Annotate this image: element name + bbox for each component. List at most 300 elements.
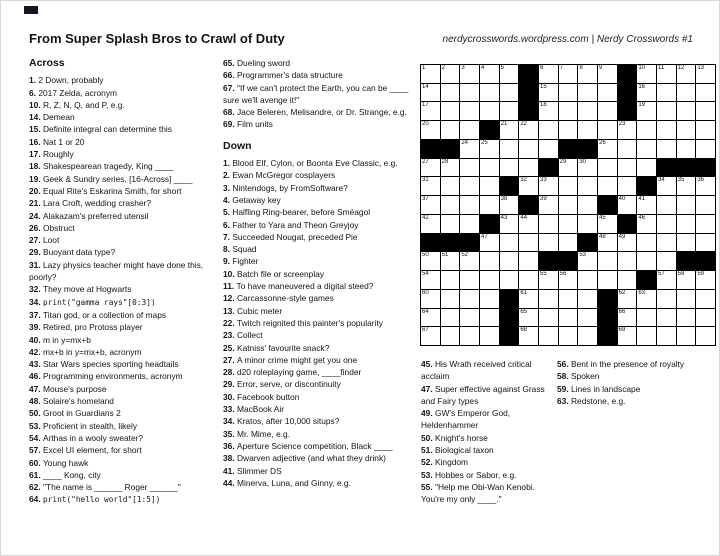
grid-cell[interactable] — [637, 196, 656, 214]
grid-cell[interactable] — [441, 65, 460, 83]
grid-cell[interactable] — [421, 290, 440, 308]
grid-cell[interactable] — [677, 271, 696, 289]
grid-cell-black — [500, 177, 519, 195]
clue: 36. Aperture Science competition, Black ____ — [223, 440, 393, 451]
grid-cell-black — [460, 234, 479, 252]
down-clue-column-3 — [557, 358, 717, 407]
grid-cell[interactable] — [696, 271, 715, 289]
grid-cell[interactable] — [460, 102, 479, 120]
grid-cell-number: 28 — [441, 158, 449, 165]
grid-cell[interactable] — [578, 215, 597, 233]
grid-cell[interactable] — [618, 177, 637, 195]
grid-cell[interactable] — [598, 159, 617, 177]
across-heading: Across — [29, 57, 65, 69]
grid-cell[interactable] — [500, 121, 519, 139]
grid-cell[interactable] — [696, 196, 715, 214]
grid-cell-number: 14 — [422, 83, 429, 90]
grid-cell-black — [480, 215, 499, 233]
grid-cell[interactable] — [598, 65, 617, 83]
grid-cell[interactable] — [598, 271, 617, 289]
grid-cell[interactable] — [480, 234, 499, 252]
grid-cell[interactable] — [578, 290, 597, 308]
clue: 34. print("gamma rays"[0:3]) — [29, 296, 156, 307]
grid-cell-number: 35 — [677, 177, 685, 184]
grid-cell[interactable] — [559, 159, 578, 177]
grid-cell[interactable] — [421, 65, 440, 83]
grid-cell[interactable] — [460, 309, 479, 327]
grid-cell-number: 7 — [559, 65, 563, 71]
clue: 69. Film units — [223, 119, 273, 130]
grid-cell-black — [441, 234, 460, 252]
grid-cell-black — [519, 65, 538, 83]
grid-cell[interactable] — [460, 215, 479, 233]
grid-cell[interactable] — [480, 177, 499, 195]
clue: 35. Mr. Mime, e.g. — [223, 428, 291, 439]
grid-cell[interactable] — [441, 177, 460, 195]
grid-cell[interactable] — [637, 234, 656, 252]
grid-cell[interactable] — [657, 140, 676, 158]
clue: 15. Definite integral can determine this — [29, 124, 172, 135]
grid-cell[interactable] — [519, 215, 538, 233]
clue: 59. Lines in landscape — [557, 383, 641, 394]
grid-cell-number: 57 — [657, 271, 665, 278]
grid-cell[interactable] — [480, 327, 499, 345]
grid-cell[interactable] — [460, 177, 479, 195]
grid-cell-black — [539, 159, 558, 177]
clue: 19. Geek & Sundry series, [16-Across] ____ — [29, 173, 193, 184]
clue: 52. Kingdom — [421, 457, 469, 468]
grid-cell[interactable] — [618, 196, 637, 214]
grid-cell[interactable] — [677, 65, 696, 83]
grid-cell[interactable] — [657, 271, 676, 289]
grid-cell[interactable] — [559, 309, 578, 327]
grid-cell[interactable] — [618, 309, 637, 327]
grid-cell[interactable] — [696, 140, 715, 158]
grid-cell[interactable] — [677, 177, 696, 195]
grid-cell[interactable] — [519, 252, 538, 270]
grid-cell[interactable] — [637, 215, 656, 233]
grid-cell[interactable] — [559, 327, 578, 345]
clue: 6. Father to Yara and Theon Greyjoy — [223, 219, 359, 230]
grid-cell-number: 50 — [422, 252, 429, 259]
grid-cell[interactable] — [460, 65, 479, 83]
clue: 23. Collect — [223, 330, 263, 341]
grid-cell[interactable] — [539, 177, 558, 195]
grid-cell[interactable] — [598, 215, 617, 233]
clue: 22. Twitch reignited this painter's popularity — [223, 317, 383, 328]
grid-cell-black — [618, 102, 637, 120]
grid-cell[interactable] — [637, 102, 656, 120]
clue: 63. Redstone, e.g. — [557, 395, 626, 406]
grid-cell[interactable] — [677, 309, 696, 327]
grid-cell[interactable] — [696, 65, 715, 83]
grid-cell-black — [696, 252, 715, 270]
grid-cell[interactable] — [677, 84, 696, 102]
clue: 47. Mouse's purpose — [29, 383, 107, 394]
clue: 33. MacBook Air — [223, 404, 284, 415]
grid-cell[interactable] — [421, 252, 440, 270]
grid-cell-number: 46 — [638, 214, 646, 221]
grid-cell[interactable] — [696, 327, 715, 345]
grid-cell[interactable] — [480, 309, 499, 327]
grid-cell[interactable] — [696, 290, 715, 308]
grid-cell[interactable] — [657, 309, 676, 327]
clue: 51. Biological taxon — [421, 445, 494, 456]
grid-cell[interactable] — [539, 121, 558, 139]
clue: 58. Spoken — [557, 371, 600, 382]
grid-cell[interactable] — [578, 102, 597, 120]
grid-cell[interactable] — [657, 234, 676, 252]
grid-cell[interactable] — [559, 271, 578, 289]
grid-cell[interactable] — [696, 121, 715, 139]
grid-cell[interactable] — [460, 327, 479, 345]
grid-cell[interactable] — [696, 102, 715, 120]
grid-cell-number: 24 — [461, 139, 469, 146]
grid-cell[interactable] — [539, 102, 558, 120]
grid-cell[interactable] — [657, 84, 676, 102]
grid-cell[interactable] — [578, 196, 597, 214]
scan-corner-mark — [24, 6, 38, 14]
clue: 2. Ewan McGregor cosplayers — [223, 170, 336, 181]
clue: 49. GW's Emperor God, Heldenhammer — [421, 408, 511, 431]
grid-cell[interactable] — [618, 327, 637, 345]
grid-cell[interactable] — [559, 290, 578, 308]
grid-cell[interactable] — [519, 309, 538, 327]
grid-cell[interactable] — [696, 234, 715, 252]
grid-cell[interactable] — [578, 159, 597, 177]
grid-cell[interactable] — [500, 102, 519, 120]
grid-cell[interactable] — [637, 121, 656, 139]
grid-cell-black — [480, 121, 499, 139]
grid-cell[interactable] — [598, 102, 617, 120]
grid-cell-black — [598, 196, 617, 214]
clue: 8. Squad — [223, 244, 257, 255]
clue: 61. ____ Kong, city — [29, 469, 101, 480]
grid-cell[interactable] — [637, 309, 656, 327]
clue: 12. Carcassonne-style games — [223, 293, 334, 304]
grid-cell[interactable] — [441, 84, 460, 102]
clue: 37. Titan god, or a collection of maps — [29, 309, 167, 320]
clue: 39. Retired, pro Protoss player — [29, 322, 143, 333]
grid-cell[interactable] — [657, 121, 676, 139]
grid-cell[interactable] — [559, 65, 578, 83]
grid-cell-black — [677, 159, 696, 177]
clue: 29. Error, serve, or discontinuity — [223, 379, 341, 390]
grid-cell-number: 20 — [422, 121, 429, 128]
grid-cell[interactable] — [696, 215, 715, 233]
grid-cell-number: 27 — [422, 158, 429, 165]
grid-cell[interactable] — [657, 215, 676, 233]
grid-cell-number: 6 — [539, 65, 544, 71]
grid-cell[interactable] — [657, 65, 676, 83]
grid-cell-number: 68 — [520, 327, 528, 334]
clue: 56. Bent in the presence of royalty — [557, 359, 685, 369]
grid-cell[interactable] — [421, 309, 440, 327]
grid-cell-number: 26 — [598, 139, 606, 146]
clue: 3. Nintendogs, by FromSoftware? — [223, 182, 348, 193]
grid-cell-number: 53 — [579, 252, 587, 259]
grid-cell[interactable] — [480, 252, 499, 270]
grid-cell-number: 23 — [618, 121, 626, 128]
grid-cell-black — [559, 252, 578, 270]
grid-cell[interactable] — [677, 327, 696, 345]
grid-cell[interactable] — [598, 84, 617, 102]
grid-cell[interactable] — [559, 177, 578, 195]
grid-cell[interactable] — [657, 102, 676, 120]
grid-cell[interactable] — [598, 121, 617, 139]
grid-cell[interactable] — [539, 290, 558, 308]
grid-cell-number: 54 — [422, 271, 429, 278]
grid-cell[interactable] — [441, 121, 460, 139]
grid-cell[interactable] — [559, 102, 578, 120]
grid-cell[interactable] — [500, 159, 519, 177]
grid-cell-number: 37 — [422, 196, 429, 203]
clue: 66. Programmer's data structure — [223, 70, 343, 81]
grid-cell[interactable] — [598, 177, 617, 195]
grid-cell[interactable] — [637, 290, 656, 308]
grid-cell[interactable] — [539, 327, 558, 345]
across-clue-list — [29, 74, 223, 506]
grid-cell[interactable] — [578, 121, 597, 139]
grid-cell[interactable] — [421, 271, 440, 289]
grid-cell[interactable] — [559, 84, 578, 102]
grid-cell[interactable] — [480, 65, 499, 83]
grid-cell[interactable] — [539, 84, 558, 102]
grid-cell[interactable] — [519, 234, 538, 252]
grid-cell[interactable] — [598, 140, 617, 158]
grid-cell[interactable] — [637, 252, 656, 270]
grid-cell[interactable] — [677, 121, 696, 139]
grid-cell[interactable] — [539, 215, 558, 233]
grid-cell[interactable] — [421, 196, 440, 214]
grid-cell[interactable] — [519, 327, 538, 345]
grid-cell[interactable] — [441, 102, 460, 120]
grid-cell[interactable] — [539, 65, 558, 83]
clue: 47. Super effective against Grass and Fairy types — [421, 383, 545, 406]
grid-cell-number: 30 — [579, 158, 587, 165]
grid-cell[interactable] — [500, 252, 519, 270]
grid-cell-black — [637, 177, 656, 195]
grid-cell[interactable] — [519, 121, 538, 139]
grid-cell-number: 60 — [422, 289, 429, 296]
grid-cell-number: 39 — [539, 196, 547, 203]
grid-cell[interactable] — [578, 309, 597, 327]
down-clue-column-2 — [421, 358, 553, 506]
grid-cell[interactable] — [500, 271, 519, 289]
grid-cell[interactable] — [559, 121, 578, 139]
grid-cell-number: 15 — [539, 83, 547, 90]
grid-cell[interactable] — [696, 84, 715, 102]
clue: 48. Solaire's homeland — [29, 396, 114, 407]
grid-cell[interactable] — [657, 177, 676, 195]
grid-cell[interactable] — [696, 309, 715, 327]
grid-cell[interactable] — [460, 84, 479, 102]
grid-cell[interactable] — [480, 196, 499, 214]
grid-cell[interactable] — [460, 196, 479, 214]
down-heading: Down — [223, 139, 252, 152]
grid-cell-number: 43 — [500, 214, 508, 221]
grid-cell[interactable] — [500, 215, 519, 233]
clue: 64. print("hello world"[1:5]) — [29, 494, 161, 505]
grid-cell[interactable] — [500, 140, 519, 158]
grid-cell-number: 19 — [638, 102, 646, 109]
grid-cell-black — [519, 84, 538, 102]
grid-cell[interactable] — [696, 177, 715, 195]
grid-cell[interactable] — [441, 196, 460, 214]
grid-cell[interactable] — [460, 290, 479, 308]
grid-cell-number: 13 — [697, 65, 705, 71]
grid-cell-number: 59 — [697, 271, 705, 278]
clue: 26. Obstruct — [29, 222, 75, 233]
grid-cell-number: 2 — [441, 65, 445, 71]
grid-cell[interactable] — [441, 215, 460, 233]
grid-cell[interactable] — [441, 290, 460, 308]
grid-cell[interactable] — [480, 102, 499, 120]
grid-cell[interactable] — [539, 196, 558, 214]
grid-cell[interactable] — [480, 271, 499, 289]
grid-cell[interactable] — [519, 271, 538, 289]
clue: 67. "If we can't protect the Earth, you can be ____ sure we'll avenge it!" — [223, 82, 409, 105]
grid-cell[interactable] — [657, 290, 676, 308]
grid-cell[interactable] — [578, 84, 597, 102]
grid-cell[interactable] — [637, 140, 656, 158]
grid-cell-number: 10 — [638, 65, 646, 71]
grid-cell-black — [578, 234, 597, 252]
grid-cell-number: 66 — [618, 308, 626, 315]
grid-cell[interactable] — [559, 215, 578, 233]
clue: 1. Blood Elf, Cylon, or Boonta Eve Classic, e.g. — [223, 158, 398, 169]
grid-cell[interactable] — [480, 290, 499, 308]
grid-cell-number: 34 — [657, 177, 665, 184]
grid-cell[interactable] — [618, 121, 637, 139]
grid-cell-number: 1 — [422, 65, 426, 71]
grid-cell[interactable] — [618, 234, 637, 252]
grid-cell[interactable] — [539, 234, 558, 252]
clue: 68. Jace Beleren, Melisandre, or Dr. Strange, e.g. — [223, 107, 407, 118]
grid-cell[interactable] — [539, 309, 558, 327]
grid-cell[interactable] — [677, 215, 696, 233]
grid-cell[interactable] — [657, 196, 676, 214]
grid-cell[interactable] — [677, 290, 696, 308]
grid-cell[interactable] — [578, 252, 597, 270]
grid-cell[interactable] — [421, 121, 440, 139]
clue: 46. Programming environments, acronym — [29, 371, 183, 382]
grid-cell[interactable] — [421, 102, 440, 120]
grid-cell[interactable] — [460, 140, 479, 158]
grid-cell-number: 32 — [520, 177, 528, 184]
clue: 24. Alakazam's preferred utensil — [29, 210, 149, 221]
across-clue-column — [29, 57, 223, 507]
grid-cell[interactable] — [598, 252, 617, 270]
clue: 45. His Wrath received critical acclaim — [421, 359, 532, 382]
grid-cell[interactable] — [500, 84, 519, 102]
grid-cell[interactable] — [598, 234, 617, 252]
grid-cell[interactable] — [519, 159, 538, 177]
grid-cell[interactable] — [637, 327, 656, 345]
grid-cell-black — [421, 234, 440, 252]
grid-cell-number: 38 — [500, 196, 508, 203]
grid-cell[interactable] — [637, 159, 656, 177]
clue: 65. Dueling sword — [223, 58, 291, 68]
grid-cell[interactable] — [539, 140, 558, 158]
grid-cell[interactable] — [578, 271, 597, 289]
grid-cell[interactable] — [421, 159, 440, 177]
grid-cell[interactable] — [578, 65, 597, 83]
grid-cell-number: 16 — [638, 83, 646, 90]
grid-cell[interactable] — [441, 252, 460, 270]
grid-cell[interactable] — [460, 121, 479, 139]
grid-cell[interactable] — [421, 177, 440, 195]
grid-cell[interactable] — [618, 290, 637, 308]
grid-cell[interactable] — [657, 252, 676, 270]
grid-cell[interactable] — [657, 327, 676, 345]
grid-cell[interactable] — [519, 177, 538, 195]
clue: 18. Shakespearean tragedy, King ____ — [29, 161, 174, 172]
grid-cell-black — [598, 309, 617, 327]
grid-cell[interactable] — [460, 252, 479, 270]
grid-cell[interactable] — [480, 159, 499, 177]
grid-cell[interactable] — [578, 327, 597, 345]
grid-cell[interactable] — [500, 65, 519, 83]
grid-cell[interactable] — [441, 159, 460, 177]
grid-cell[interactable] — [519, 290, 538, 308]
grid-cell-black — [618, 65, 637, 83]
across-clue-list-continued — [223, 57, 420, 131]
clue: 60. Young hawk — [29, 457, 89, 468]
clue: 10. Batch file or screenplay — [223, 268, 325, 279]
clue: 50. Groot in Guardians 2 — [29, 408, 121, 419]
grid-cell[interactable] — [460, 159, 479, 177]
grid-cell[interactable] — [677, 102, 696, 120]
grid-cell[interactable] — [578, 177, 597, 195]
grid-cell[interactable] — [441, 271, 460, 289]
grid-cell[interactable] — [618, 140, 637, 158]
grid-cell[interactable] — [618, 159, 637, 177]
grid-cell[interactable] — [618, 252, 637, 270]
grid-cell-number: 61 — [520, 289, 528, 296]
grid-cell[interactable] — [441, 309, 460, 327]
grid-cell[interactable] — [460, 271, 479, 289]
grid-cell[interactable] — [559, 196, 578, 214]
grid-cell-black — [539, 252, 558, 270]
grid-cell[interactable] — [618, 271, 637, 289]
grid-cell[interactable] — [677, 196, 696, 214]
grid-cell[interactable] — [421, 84, 440, 102]
grid-cell-number: 41 — [638, 196, 646, 203]
grid-cell-number: 5 — [500, 65, 504, 71]
grid-cell[interactable] — [637, 65, 656, 83]
grid-cell[interactable] — [500, 196, 519, 214]
grid-cell[interactable] — [677, 234, 696, 252]
grid-cell-black — [421, 140, 440, 158]
grid-cell[interactable] — [500, 234, 519, 252]
grid-cell[interactable] — [559, 234, 578, 252]
grid-cell-number: 42 — [422, 214, 429, 221]
grid-cell[interactable] — [637, 84, 656, 102]
clue: 53. Hobbes or Sabor, e.g. — [421, 469, 517, 480]
grid-cell-black — [441, 140, 460, 158]
grid-cell[interactable] — [677, 140, 696, 158]
clue: 32. They move at Hogwarts — [29, 284, 132, 295]
grid-cell[interactable] — [421, 215, 440, 233]
grid-cell[interactable] — [480, 84, 499, 102]
grid-cell[interactable] — [519, 140, 538, 158]
grid-cell[interactable] — [441, 327, 460, 345]
grid-cell[interactable] — [480, 140, 499, 158]
middle-clue-column — [223, 57, 420, 489]
grid-cell[interactable] — [539, 271, 558, 289]
grid-cell[interactable] — [421, 327, 440, 345]
